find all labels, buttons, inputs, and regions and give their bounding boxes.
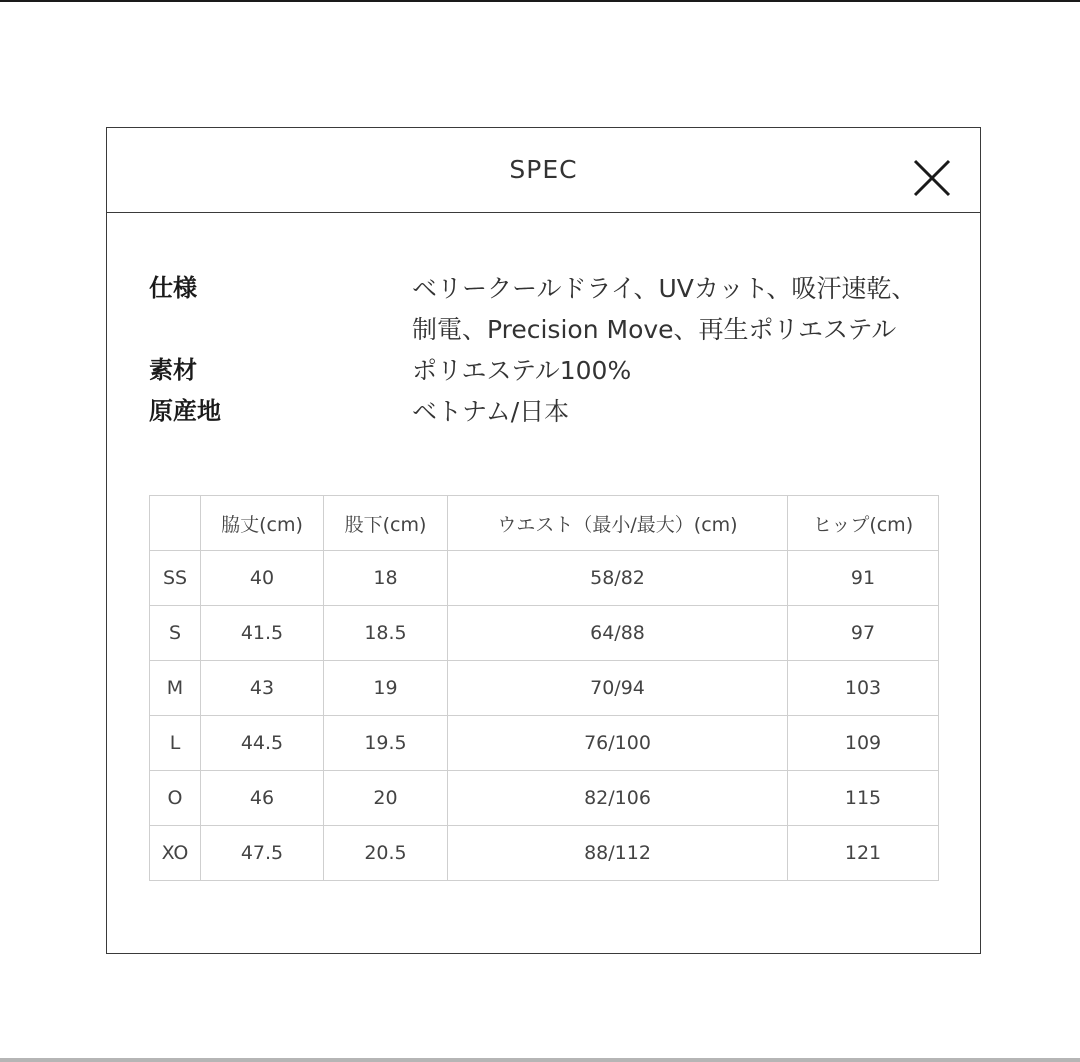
modal-header bbox=[107, 128, 980, 213]
spec-value: ポリエステル100% bbox=[412, 356, 632, 385]
size-cell: L bbox=[150, 716, 201, 771]
column-header: ウエスト（最小/最大）(cm) bbox=[448, 496, 788, 551]
spec-value: ベトナム/日本 bbox=[412, 397, 570, 426]
table-row bbox=[150, 551, 939, 606]
size-table bbox=[149, 495, 939, 881]
close-button[interactable] bbox=[911, 157, 953, 199]
spec-row-features bbox=[149, 268, 939, 350]
close-x-icon bbox=[911, 157, 953, 199]
table-cell: 47.5 bbox=[201, 826, 324, 881]
table-row bbox=[150, 826, 939, 881]
table-row bbox=[150, 606, 939, 661]
table-cell: 40 bbox=[201, 551, 324, 606]
table-cell: 109 bbox=[788, 716, 939, 771]
table-row bbox=[150, 661, 939, 716]
table-cell: 19 bbox=[324, 661, 448, 716]
top-divider bbox=[0, 0, 1080, 2]
size-cell: O bbox=[150, 771, 201, 826]
table-cell: 46 bbox=[201, 771, 324, 826]
table-cell: 18 bbox=[324, 551, 448, 606]
table-cell: 18.5 bbox=[324, 606, 448, 661]
size-cell: XO bbox=[150, 826, 201, 881]
spec-label: 素材 bbox=[149, 356, 197, 384]
table-header-row bbox=[150, 496, 939, 551]
table-cell: 82/106 bbox=[448, 771, 788, 826]
column-header: 脇丈(cm) bbox=[201, 496, 324, 551]
table-cell: 115 bbox=[788, 771, 939, 826]
table-cell: 20 bbox=[324, 771, 448, 826]
column-header: 股下(cm) bbox=[324, 496, 448, 551]
table-cell: 97 bbox=[788, 606, 939, 661]
bottom-divider bbox=[0, 1058, 1080, 1062]
table-cell: 64/88 bbox=[448, 606, 788, 661]
table-cell: 88/112 bbox=[448, 826, 788, 881]
column-header: ヒップ(cm) bbox=[788, 496, 939, 551]
size-cell: SS bbox=[150, 551, 201, 606]
spec-row-origin bbox=[149, 391, 939, 432]
spec-value: ベリークールドライ、UVカット、吸汗速乾、制電、Precision Move、再生ポリエステル bbox=[412, 274, 917, 344]
table-cell: 58/82 bbox=[448, 551, 788, 606]
table-cell: 20.5 bbox=[324, 826, 448, 881]
table-cell: 121 bbox=[788, 826, 939, 881]
table-cell: 41.5 bbox=[201, 606, 324, 661]
size-cell: M bbox=[150, 661, 201, 716]
table-cell: 76/100 bbox=[448, 716, 788, 771]
table-cell: 91 bbox=[788, 551, 939, 606]
column-header bbox=[150, 496, 201, 551]
spec-label: 仕様 bbox=[149, 274, 197, 302]
modal-title: SPEC bbox=[509, 155, 578, 184]
table-cell: 19.5 bbox=[324, 716, 448, 771]
table-cell: 103 bbox=[788, 661, 939, 716]
table-cell: 44.5 bbox=[201, 716, 324, 771]
table-cell: 70/94 bbox=[448, 661, 788, 716]
size-cell: S bbox=[150, 606, 201, 661]
table-row bbox=[150, 771, 939, 826]
spec-label: 原産地 bbox=[149, 397, 221, 425]
table-cell: 43 bbox=[201, 661, 324, 716]
table-row bbox=[150, 716, 939, 771]
spec-modal bbox=[106, 127, 981, 954]
spec-list bbox=[149, 268, 939, 432]
spec-row-material bbox=[149, 350, 939, 391]
